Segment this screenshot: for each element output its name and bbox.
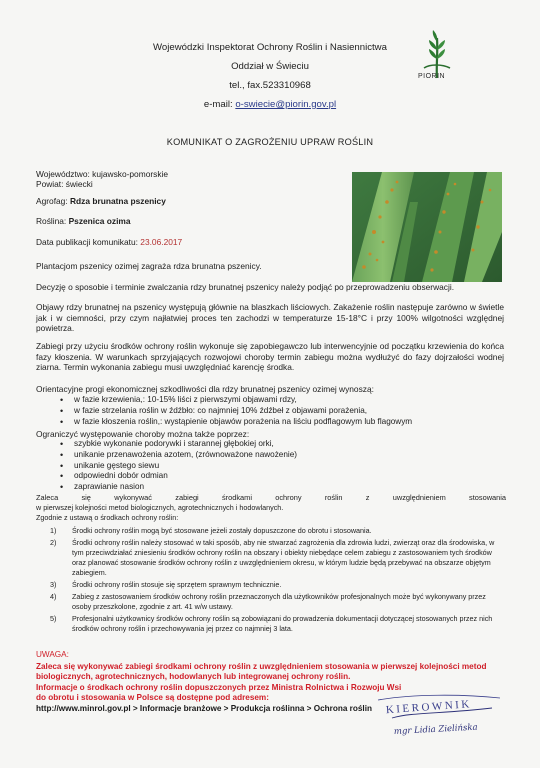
recommendation-line-2: w pierwszej kolejności metod biologicznych, agrotechnicznych i hodowlanych. — [36, 503, 284, 512]
official-stamp — [372, 692, 512, 740]
email-link[interactable]: o-swiecie@piorin.gov.pl — [235, 99, 337, 110]
list-item: • w fazie strzelania roślin w źdźbło: co najmniej 10% źdźbeł z objawami porażenia, — [60, 406, 500, 417]
measures-intro: Ograniczyć występowanie choroby można także poprzez: — [36, 429, 250, 439]
law-rules-list — [50, 526, 504, 636]
list-item: • odpowiedni dobór odmian — [60, 471, 500, 482]
stamp-signature: mgr Lidia Zielińska — [393, 722, 478, 737]
plant-line: Roślina: Pszenica ozima — [36, 216, 131, 226]
publication-date-line: Data publikacji komunikatu: 23.06.2017 — [36, 237, 183, 247]
voivodeship: Województwo: kujawsko-pomorskie — [36, 169, 169, 179]
institution-header — [120, 38, 420, 114]
list-item: 2) Środki ochrony roślin należy stosować w taki sposób, aby nie stwarzać zagrożenia dla zdrowia ludzi, zwierząt oraz dla środowiska, w tym przeciwdziałać zniesieniu środków ochrony roślin na obszary i obiekty niebędące celem zabiegu z zastosowaniem tych środków oraz planować stosowanie środków ochrony roślin z uwzględnieniem okresu, w którym ludzie będą przebywać na obszarze objętym zabiegiem. — [50, 538, 495, 577]
list-item: • unikanie gęstego siewu — [60, 461, 500, 472]
list-item: • zaprawianie nasion — [60, 482, 500, 493]
thresholds-intro: Orientacyjne progi ekonomicznej szkodliwości dla rdzy brunatnej pszenicy ozimej wynoszą: — [36, 384, 374, 394]
treatment-paragraph: Zabiegi przy użyciu środków ochrony roślin wykonuje się zapobiegawczo lub interwencyjnie od początku krzewienia do końca fazy kłoszenia. W warunkach sprzyjających rozwojowi choroby termin zabiegu można wydłużyć do fazy dojrzałości wodnej ziarna. Termin wykonania zabiegu musi uwzględniać karencję środka. — [36, 341, 504, 373]
list-item: • unikanie przenawożenia azotem, (zrównoważone nawożenie) — [60, 450, 500, 461]
warning-block: UWAGA: Zaleca się wykonywać zabiegi środkami ochrony roślin z uwzględnieniem stosowania w pierwszej kolejności metod biologicznych, agrotechnicznych, hodowlanych lub integrowanej ochrony roślin. Informacje o środkach ochrony roślin dopuszczonych przez Ministra Rolnictwa i Rozwoju Wsi do obrotu i stosowania w Polsce są dostępne pod adresem: http://www.minrol.gov.pl > Informacje branżowe > Produkcja roślinna > Ochrona roślin — [36, 650, 506, 714]
law-intro: Zgodnie z ustawą o środkach ochrony roślin: — [36, 513, 179, 522]
list-item: • szybkie wykonanie podorywki i starannej głębokiej orki, — [60, 439, 500, 450]
list-item: • w fazie krzewienia,: 10-15% liści z pierwszymi objawami rdzy, — [60, 395, 500, 406]
branch-name: Oddział w Świeciu — [231, 61, 309, 72]
plant-name: Pszenica ozima — [68, 216, 131, 226]
symptoms-paragraph: Objawy rdzy brunatnej na pszenicy występują głównie na blaszkach liściowych. Zakażenie roślin następuje zarówno w świetle jak i w ciemności, przy czym najłatwiej proces ten zachodzi w temperaturze 15-18°C i przy 100% wilgotności względnej powietrza. — [36, 302, 504, 334]
logo-text: PIORIN — [418, 73, 446, 80]
pest-line: Agrofag: Rdza brunatna pszenicy — [36, 196, 166, 206]
pest-name: Rdza brunatna pszenicy — [70, 196, 166, 206]
ministry-link[interactable]: http://www.minrol.gov.pl > Informacje branżowe > Produkcja roślinna > Ochrona roślin — [36, 703, 372, 713]
list-item: 5) Profesjonalni użytkownicy środków ochrony roślin są zobowiązani do prowadzenia dokumentacji dotyczącej stosowanych przez nich środków ochrony roślin i przechowywania jej przez co najmniej 3 lata. — [50, 614, 493, 633]
list-item: 4) Zabieg z zastosowaniem środków ochrony roślin przeznaczonych dla użytkowników profesjonalnych może być wykonywany przez osoby przeszkolone, zgodnie z art. 41 w/w ustawy. — [50, 592, 486, 611]
district: Powiat: świecki — [36, 179, 93, 189]
list-item: 1) Środki ochrony roślin mogą być stosowane jeżeli zostały dopuszczone do obrotu i stosowania. — [50, 526, 372, 535]
institution-name: Wojewódzki Inspektorat Ochrony Roślin i Nasiennictwa — [153, 42, 387, 53]
publication-date: 23.06.2017 — [140, 237, 183, 247]
page-title: KOMUNIKAT O ZAGROŻENIU UPRAW ROŚLIN — [166, 137, 374, 147]
stamp-title: KIEROWNIK — [385, 698, 473, 717]
intro-paragraph: Plantacjom pszenicy ozimej zagraża rdza brunatna pszenicy. — [36, 261, 262, 271]
thresholds-list — [60, 395, 500, 427]
phone-fax: tel., fax.523310968 — [229, 80, 311, 91]
warning-heading: UWAGA: — [36, 650, 69, 659]
list-item: 3) Środki ochrony roślin stosuje się sprzętem sprawnym technicznie. — [50, 580, 282, 589]
decision-paragraph: Decyzję o sposobie i terminie zwalczania rdzy brunatnej pszenicy należy podjąć po przeprowadzeniu obserwacji. — [36, 282, 455, 292]
measures-list — [60, 439, 500, 493]
email-line: e-mail: o-swiecie@piorin.gov.pl — [203, 99, 337, 110]
recommendation-line: Zaleca się wykonywać zabiegi środkami ochrony roślin z uwzględnieniem stosowania — [36, 493, 506, 502]
list-item: • w fazie kłoszenia roślin,: wystąpienie objawów porażenia na liściu podflagowym lub flagowym — [60, 417, 500, 428]
